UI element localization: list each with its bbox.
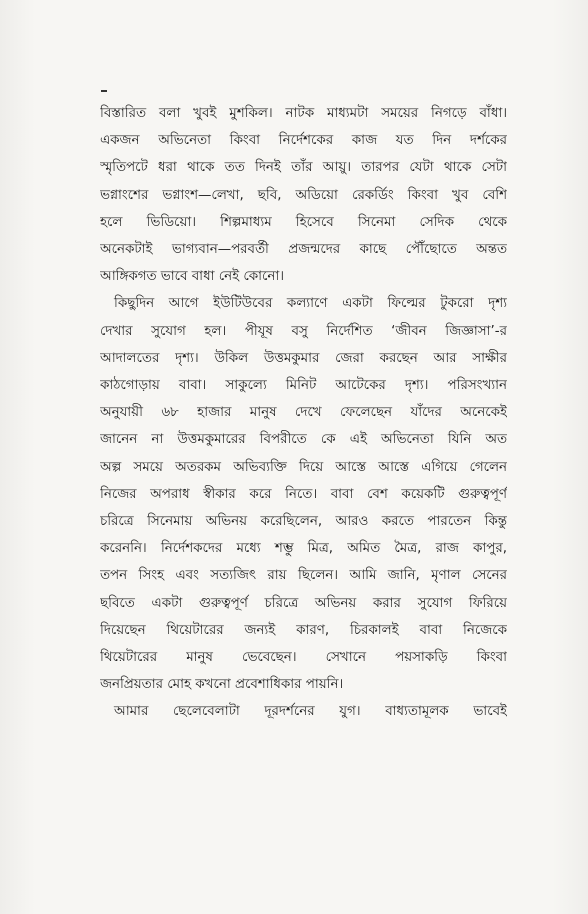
- text-line: কাঠগোড়ায় বাবা। সাকুল্যে মিনিট আটেকের দৃশ্য। পরিসংখ্যান: [100, 378, 507, 394]
- page-text: [100, 100, 507, 726]
- page-mark: [101, 90, 107, 92]
- text-line: কিছুদিন আগে ইউটিউবের কল্যাণে একটা ফিল্মের টুকরো দৃশ্য: [114, 296, 507, 312]
- text-line: আমার ছেলেবেলাটা দূরদর্শনের যুগ। বাধ্যতামূলক ভাবেই: [114, 704, 507, 720]
- text-line: জনপ্রিয়তার মোহ কখনো প্রবেশাধিকার পায়নি।: [100, 677, 344, 693]
- paragraph: [100, 698, 507, 725]
- text-line: নিজের অপরাধ স্বীকার করে নিতে। বাবা বেশ কয়েকটি গুরুত্বপূর্ণ: [100, 486, 507, 502]
- text-line: আঙ্গিকগত ভাবে বাধা নেই কোনো।: [100, 269, 285, 285]
- text-line: একজন অভিনেতা কিংবা নির্দেশকের কাজ যত দিন দর্শকের: [100, 133, 507, 149]
- text-line: ছবিতে একটা গুরুত্বপূর্ণ চরিত্রে অভিনয় করার সুযোগ ফিরিয়ে: [100, 595, 507, 611]
- text-line: চরিত্রে সিনেমায় অভিনয় করেছিলেন, আরও করতে পারতেন কিন্তু: [100, 514, 507, 530]
- text-line: ভগ্নাংশের ভগ্নাংশ—লেখা, ছবি, অডিয়ো রেকর্ডিং কিংবা খুব বেশি: [100, 187, 507, 203]
- text-line: অনুযায়ী ৬৮ হাজার মানুষ দেখে ফেলেছেন যাঁদের অনেকেই: [100, 405, 507, 421]
- text-line: আদালতের দৃশ্য। উকিল উত্তমকুমার জেরা করছেন আর সাক্ষীর: [100, 350, 507, 366]
- paragraph: [100, 290, 507, 698]
- text-line: বিস্তারিত বলা খুবই মুশকিল। নাটক মাধ্যমটা সময়ের নিগড়ে বাঁধা।: [100, 106, 507, 121]
- text-line: করেননি। নির্দেশকদের মধ্যে শম্ভু মিত্র, অমিত মৈত্র, রাজ কাপুর,: [100, 541, 507, 557]
- text-line: অল্প সময়ে অতরকম অভিব্যক্তি দিয়ে আস্তে আস্তে এগিয়ে গেলেন: [100, 459, 507, 475]
- text-line: জানেন না উত্তমকুমারের বিপরীতে কে এই অভিনেতা যিনি অত: [100, 432, 507, 448]
- text-line: দেখার সুযোগ হল। পীযূষ বসু নির্দেশিত ‘জীবন জিজ্ঞাসা’-র: [100, 323, 507, 339]
- text-line: অনেকটাই ভাগ্যবান—পরবর্তী প্রজন্মদের কাছে পৌঁছোতে অন্তত: [100, 242, 507, 258]
- text-line: স্মৃতিপটে ধরা থাকে তত দিনই তাঁর আয়ু। তারপর যেটা থাকে সেটা: [100, 160, 507, 176]
- text-line: দিয়েছেন থিয়েটারের জন্যই কারণ, চিরকালই বাবা নিজেকে: [100, 622, 507, 638]
- text-line: থিয়েটারের মানুষ ভেবেছেন। সেখানে পয়সাকড়ি কিংবা: [100, 650, 507, 666]
- paragraph: [100, 100, 507, 290]
- text-line: তপন সিংহ এবং সত্যজিৎ রায় ছিলেন। আমি জানি, মৃণাল সেনের: [100, 568, 507, 584]
- text-line: হলে ভিডিয়ো। শিল্পমাধ্যম হিসেবে সিনেমা সেদিক থেকে: [100, 214, 507, 230]
